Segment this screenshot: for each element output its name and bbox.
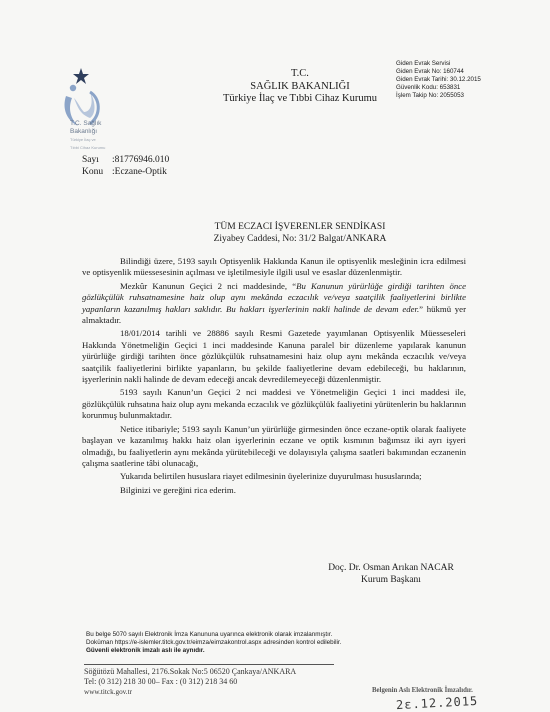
document-tracking-block xyxy=(396,60,536,100)
footer-address: Söğütözü Mahallesi, 2176.Sokak No:5 06520 Çankaya/ANKARA xyxy=(84,667,297,676)
esign-line-2: Doküman https://e-islemler.titck.gov.tr/eimza/eimzakontrol.aspx adresinden kontrol edilebilir. xyxy=(86,638,342,646)
footer-divider xyxy=(84,664,334,665)
paragraph-1: Bilindiği üzere, 5193 sayılı Optisyenlik Hakkında Kanun ile optisyenlik mesleğinin icra edilmesi ve optisyenlik müessesesinin açılması ve işletilmesiyle ilgili usul ve esaslar düzenlenmiştir. xyxy=(82,256,466,278)
tracking-number: Giden Evrak No: 160744 xyxy=(396,68,464,76)
paragraph-2-intro: Mezkûr Kanunun Geçici 2 nci maddesinde, “ xyxy=(120,280,297,291)
tracking-service: Giden Evrak Servisi xyxy=(396,60,451,67)
paragraph-2-outro: ” hükmü yer almaktadır. xyxy=(82,303,466,326)
agency-name: Türkiye İlaç ve Tıbbi Cihaz Kurumu xyxy=(222,93,378,104)
e-signature-note xyxy=(86,631,426,654)
recipient-name: TÜM ECZACI İŞVERENLER SENDİKASI xyxy=(214,222,386,232)
logo-caption xyxy=(70,120,130,152)
footer-website: www.titck.gov.tr xyxy=(84,688,132,696)
paragraph-3: 18/01/2014 tarihli ve 28886 sayılı Resmi Gazetede yayımlanan Optisyenlik Müesseseleri Hakkında Yönetmeliğin Geçici 1 inci maddesinde Kanuna paralel bir düzenleme yapılarak kanunun yürürlüğe girdiği tarihten önce gözlükçülük ruhsatnamesini haiz olup aynı mekânda eczacılık ve/veya saatçilik faaliyetlerini birlikte yapanların, bu şekilde faaliyetlerine devam edebileceği, bu haklarının, işyerlerinin nakli halinde de devam edeceği ancak devredilemeyeceği düzenlenmiştir. xyxy=(82,328,466,385)
paragraph-4: 5193 sayılı Kanun’un Geçici 2 nci maddesi ve Yönetmeliğin Geçici 1 inci maddesi ile, gözlükçülük ruhsatına haiz olup aynı mekanda eczacılık ve gözlükçülük faaliyetini yürütenlerin bu haklarının korunmuş bulunmaktadır. xyxy=(82,387,466,421)
footer-contact xyxy=(84,667,296,697)
ministry-header xyxy=(200,68,400,106)
letter-body xyxy=(82,256,466,498)
logo-subtitle-2: Tıbbi Cihaz Kurumu xyxy=(70,145,106,150)
ministry-name: SAĞLIK BAKANLIĞI xyxy=(250,80,350,92)
paragraph-7: Bilginizi ve gereğini rica ederim. xyxy=(120,484,236,495)
handwritten-date: 2ε.12.2015 xyxy=(395,693,479,712)
esign-line-3: Güvenli elektronik imzalı aslı ile aynıdır. xyxy=(86,646,205,654)
paragraph-6: Yukarıda belirtilen hususlara riayet edilmesinin üyelerinize duyurulması hususlarında; xyxy=(120,471,422,482)
tracking-process-no: İşlem Takip No: 2055053 xyxy=(396,92,464,100)
logo-title: T.C. Sağlık Bakanlığı xyxy=(70,120,102,135)
sayi-label: Sayı xyxy=(82,155,99,165)
signatory-title: Kurum Başkanı xyxy=(361,575,421,585)
konu-value: :Eczane-Optik xyxy=(112,167,167,177)
footer-phone: Tel: (0 312) 218 30 00– Fax : (0 312) 218 34 60 xyxy=(84,677,238,686)
signatory-name: Doç. Dr. Osman Arıkan NACAR xyxy=(328,563,454,573)
ministry-tc: T.C. xyxy=(291,68,309,79)
paragraph-2 xyxy=(82,281,466,327)
konu-label: Konu xyxy=(82,167,104,177)
recipient-block xyxy=(180,222,420,245)
signature-block xyxy=(316,562,466,586)
recipient-address: Ziyabey Caddesi, No: 31/2 Balgat/ANKARA xyxy=(213,233,387,244)
paragraph-5: Netice itibariyle; 5193 sayılı Kanun’un yürürlüğe girmesinden önce eczane-optik olarak faaliyete başlayan ve kazanılmış hakkı haiz olan işyerlerinin eczane ve optik kısmının bağımsız iki ayrı işyeri olmadığı, bu faaliyetlerin aynı mekânda yürütebileceği ve dolayısıyla çalışma saatleri bakımından eczanenin çalışma saatlerine tâbi olunacağı, xyxy=(82,423,466,468)
reference-block xyxy=(82,154,169,178)
electronic-signature-stamp: Belgenin Aslı Elektronik İmzalıdır. xyxy=(372,687,473,694)
paragraph-2-quote: Bu Kanunun yürürlüğe girdiği tarihten önce gözlükçülük ruhsatnamesine haiz olup aynı mekânda eczacılık ve/veya saatçilik faaliyetlerini birlikte yapanların kazanılmış hakları saklıdır. Bu hakları işyerlerinin nakli halinde de devam eder. xyxy=(82,280,466,314)
esign-line-1: Bu belge 5070 sayılı Elektronik İmza Kanununa uyarınca elektronik olarak imzalanmıştır. xyxy=(86,631,333,638)
tracking-date: Giden Evrak Tarihi: 30.12.2015 xyxy=(396,76,481,84)
tracking-security-code: Güvenlik Kodu: 653831 xyxy=(396,84,461,92)
sayi-value: :81776946.010 xyxy=(112,155,170,165)
logo-subtitle-1: Türkiye İlaç ve xyxy=(70,137,96,142)
